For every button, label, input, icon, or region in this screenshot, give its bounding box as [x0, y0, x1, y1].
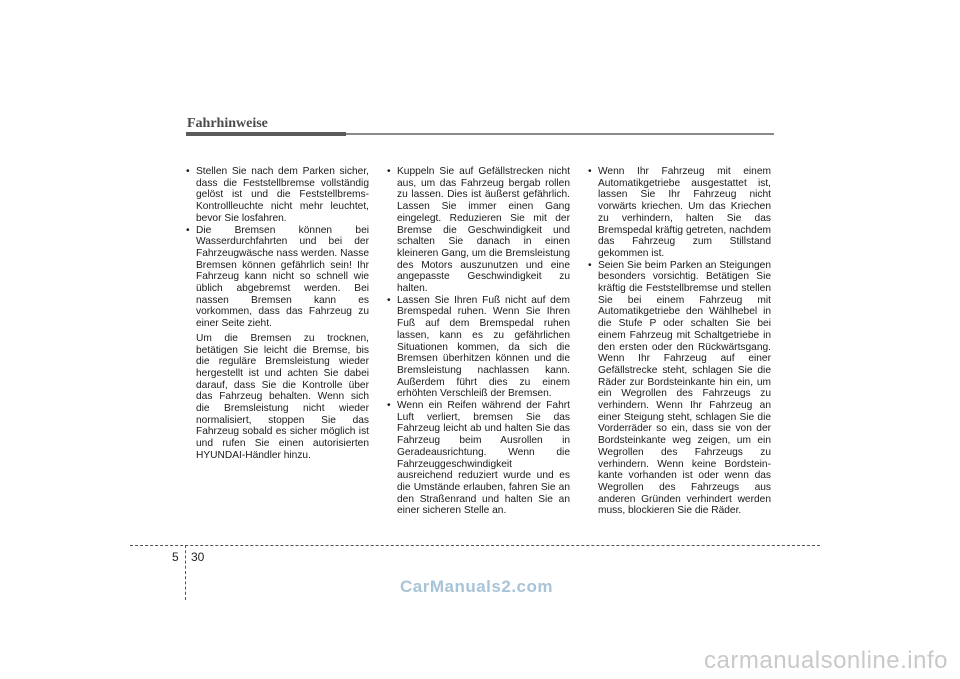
- text-column-3: [588, 166, 771, 517]
- bullet-item: • Kuppeln Sie auf Gefällstrecken nicht aus, um das Fahrzeug bergab rollen zu lassen. Dies ist äußerst gefährlich. Lassen Sie immer einen Gang eingelegt. Reduzieren Sie mit der Bremse die Geschwindigkeit und schalten Sie danach in einen kleineren Gang, um die Bremsleistung des Motors auszunutzen und eine angepasste Geschwindigkeit zu halten.: [387, 166, 570, 295]
- text-column-1: [186, 166, 369, 462]
- footer-divider: [130, 545, 820, 546]
- section-title: Fahrhinweise: [187, 116, 268, 131]
- bullet-item: • Lassen Sie Ihren Fuß nicht auf dem Bremspedal ruhen. Wenn Sie Ihren Fuß auf dem Bremspedal ruhen lassen, kann es zu gefährlichen Situationen kommen, da sich die Bremsen überhitzen können und die Bremsleistung nachlassen kann. Außerdem führt dies zu einem erhöhten Verschleiß der Bremsen.: [387, 295, 570, 400]
- bullet-item: • Seien Sie beim Parken an Steigungen besonders vorsichtig. Betätigen Sie kräftig die Feststellbremse und stellen Sie bei einem Fahrzeug mit Automatikgetriebe den Wählhebel in die Stufe P oder schalten Sie bei einem Fahrzeug mit Schaltgetriebe in den ersten oder den Rückwärtsgang. Wenn Ihr Fahrzeug auf einer Gefällstrecke steht, schlagen Sie die Räder zur Bordsteinkante hin ein, um ein Wegrollen des Fahrzeugs zu verhindern. Wenn Ihr Fahrzeug an einer Steigung steht, schlagen Sie die Vorderräder so ein, dass sie von der Bordsteinkante weg zeigen, um ein Wegrollen des Fahrzeugs zu verhindern. Wenn keine Bordstein-kante vorhanden ist oder wenn das Wegrollen des Fahrzeugs aus anderen Gründen verhindert werden muss, blockieren Sie die Räder.: [588, 260, 771, 517]
- bullet-item: • Stellen Sie nach dem Parken sicher, dass die Feststellbremse vollständig gelöst ist und die Feststellbrems-Kontrollleuchte nicht mehr leuchtet, bevor Sie losfahren.: [186, 166, 369, 225]
- footer-vertical-divider: [185, 545, 186, 600]
- continuation-paragraph: Um die Bremsen zu trocknen, betätigen Sie leicht die Bremse, bis die reguläre Bremsleistung wieder hergestellt ist und achten Sie dabei darauf, dass Sie die Kontrolle über das Fahrzeug behalten. Wenn sich die Bremsleistung nicht wieder normalisiert, stoppen Sie das Fahrzeug sobald es sicher möglich ist und rufen Sie einen autorisierten HYUNDAI-Händler hinzu.: [196, 332, 369, 461]
- bullet-item: • Wenn Ihr Fahrzeug mit einem Automatikgetriebe ausgestattet ist, lassen Sie Ihr Fahrzeug nicht vorwärts kriechen. Um das Kriechen zu verhindern, halten Sie das Bremspedal kräftig getreten, nachdem das Fahrzeug zum Stillstand gekommen ist.: [588, 166, 771, 260]
- bullet-item: • Wenn ein Reifen während der Fahrt Luft verliert, bremsen Sie das Fahrzeug leicht ab und halten Sie das Fahrzeug beim Ausrollen in Geradeausrichtung. Wenn die Fahrzeuggeschwindigkeit ausreichend reduziert wurde und es die Umstände erlauben, fahren Sie an den Straßenrand und halten Sie an einer sicheren Stelle an.: [387, 400, 570, 517]
- watermark-link[interactable]: CarManuals2.com: [400, 577, 553, 596]
- header-bar: [186, 132, 346, 136]
- section-number: 5: [172, 550, 179, 564]
- bullet-item: • Die Bremsen können bei Wasserdurchfahrten und bei der Fahrzeugwäsche nass werden. Nasse Bremsen können gefährlich sein! Ihr Fahrzeug kann nicht so schnell wie üblich abgebremst werden. Bei nassen Bremsen kann es vorkommen, dass das Fahrzeug zu einer Seite zieht.: [186, 225, 369, 330]
- header-rule: [346, 133, 774, 135]
- text-column-2: [387, 166, 570, 517]
- site-watermark: carmanualsonline.info: [704, 647, 948, 674]
- page-number: 30: [191, 550, 205, 564]
